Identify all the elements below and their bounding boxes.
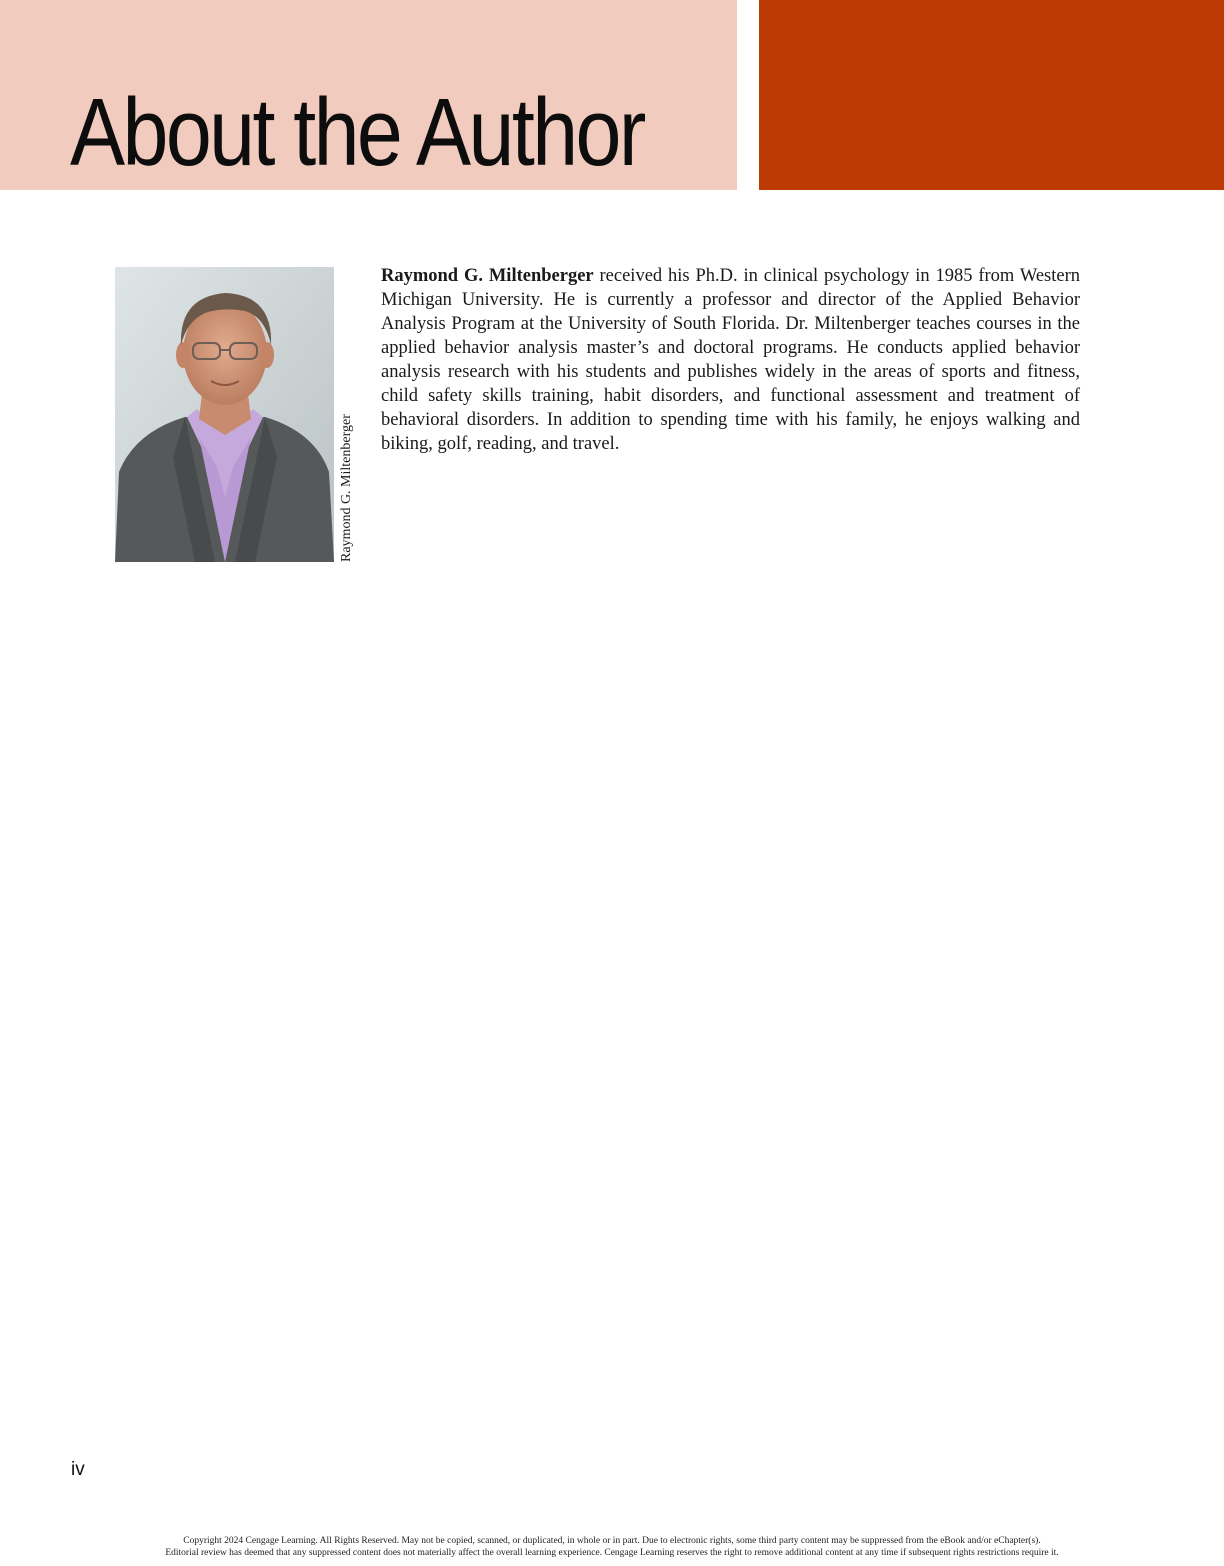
photo-credit: Raymond G. Miltenberger [339, 414, 354, 562]
author-bio [381, 264, 1080, 456]
copyright-line-1: Copyright 2024 Cengage Learning. All Rights Reserved. May not be copied, scanned, or duplicated, in whole or in part. Due to electronic rights, some third party content may be suppressed from the eBook and/or eChapter(s). [183, 1536, 1041, 1546]
author-portrait-icon [115, 267, 334, 562]
copyright-line-2: Editorial review has deemed that any suppressed content does not materially affect the overall learning experience. Cengage Learning reserves the right to remove additional content at any time if subsequent rights restrictions require it. [165, 1548, 1059, 1558]
header-accent-block [759, 0, 1224, 190]
page-number: iv [71, 1459, 85, 1480]
page-title: About the Author [70, 79, 644, 186]
copyright-notice [0, 1535, 1224, 1559]
author-photo [115, 267, 334, 562]
author-name: Raymond G. Miltenberger [381, 266, 594, 286]
author-bio-text: received his Ph.D. in clinical psychology in 1985 from Western Michigan University. He is currently a professor and director of the Applied Behavior Analysis Program at the University of South Florida. Dr. Miltenberger teaches courses in the applied behavior analysis master’s and doctoral programs. He conducts applied behavior analysis research with his students and publishes widely in the areas of sports and fitness, child safety skills training, habit disorders, and functional assessment and treatment of behavioral disorders. In addition to spending time with his family, he enjoys walking and biking, golf, reading, and travel. [381, 266, 1080, 454]
